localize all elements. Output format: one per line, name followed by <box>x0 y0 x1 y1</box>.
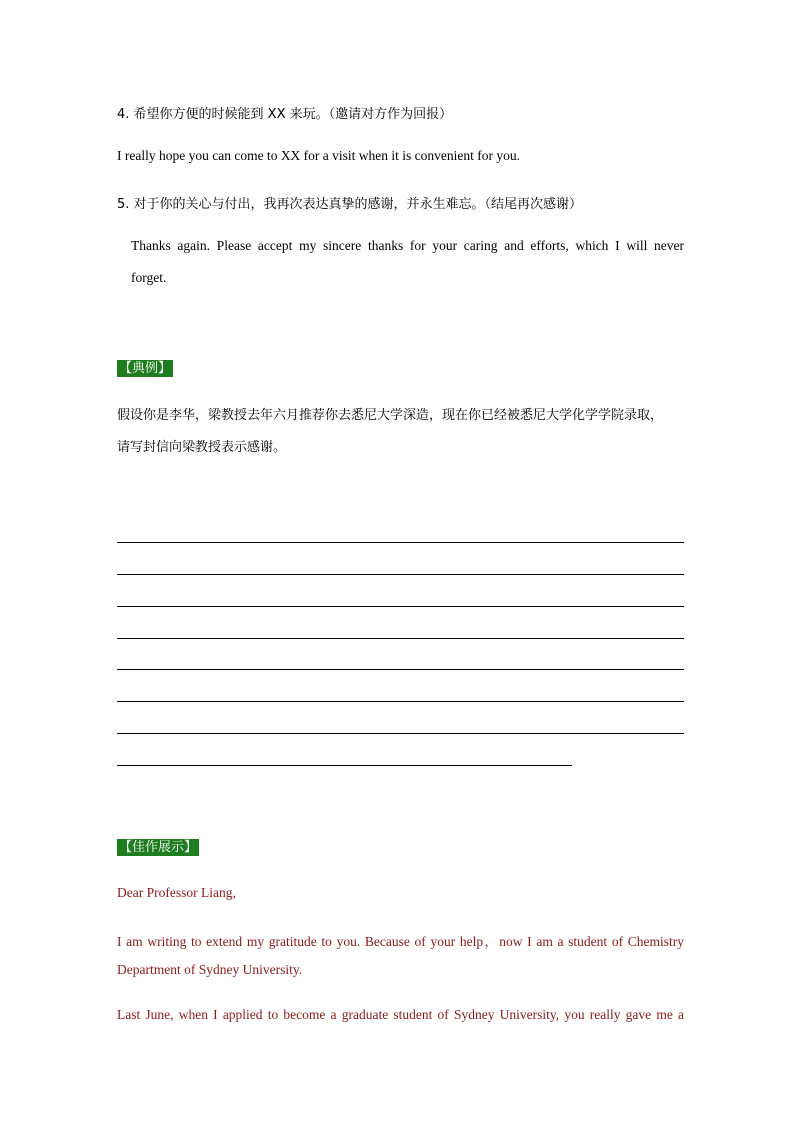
answer-line <box>117 701 684 702</box>
answer-line-last <box>117 765 572 766</box>
answer-line <box>117 669 684 670</box>
model-essay-badge: 【佳作展示】 <box>119 840 198 855</box>
tip-4-chinese: 4. 希望你方便的时候能到 XX 来玩。（邀请对方作为回报） <box>117 107 453 122</box>
essay-paragraph-1-line-2: Department of Sydney University. <box>117 962 303 977</box>
tip-5-english-line-1: Thanks again. Please accept my sincere thanks for your caring and efforts, which I will never <box>131 238 684 253</box>
tip-5-english-line-2: forget. <box>131 270 167 285</box>
essay-paragraph-2-line-1: Last June, when I applied to become a graduate student of Sydney University, you really gave me a <box>117 1007 684 1022</box>
answer-line <box>117 733 684 734</box>
example-prompt-line-2: 请写封信向梁教授表示感谢。 <box>117 440 287 455</box>
answer-line <box>117 638 684 639</box>
example-badge: 【典例】 <box>119 361 172 376</box>
example-prompt-line-1: 假设你是李华，梁教授去年六月推荐你去悉尼大学深造，现在你已经被悉尼大学化学学院录取， <box>117 408 664 423</box>
answer-line <box>117 542 684 543</box>
essay-salutation: Dear Professor Liang, <box>117 885 236 900</box>
tip-5-chinese: 5. 对于你的关心与付出，我再次表达真挚的感谢，并永生难忘。（结尾再次感谢） <box>117 197 583 212</box>
answer-line <box>117 606 684 607</box>
answer-line <box>117 574 684 575</box>
tip-4-english: I really hope you can come to XX for a visit when it is convenient for you. <box>117 148 521 163</box>
essay-paragraph-1-line-1: I am writing to extend my gratitude to you. Because of your help，now I am a student of Chemistry <box>117 934 684 949</box>
